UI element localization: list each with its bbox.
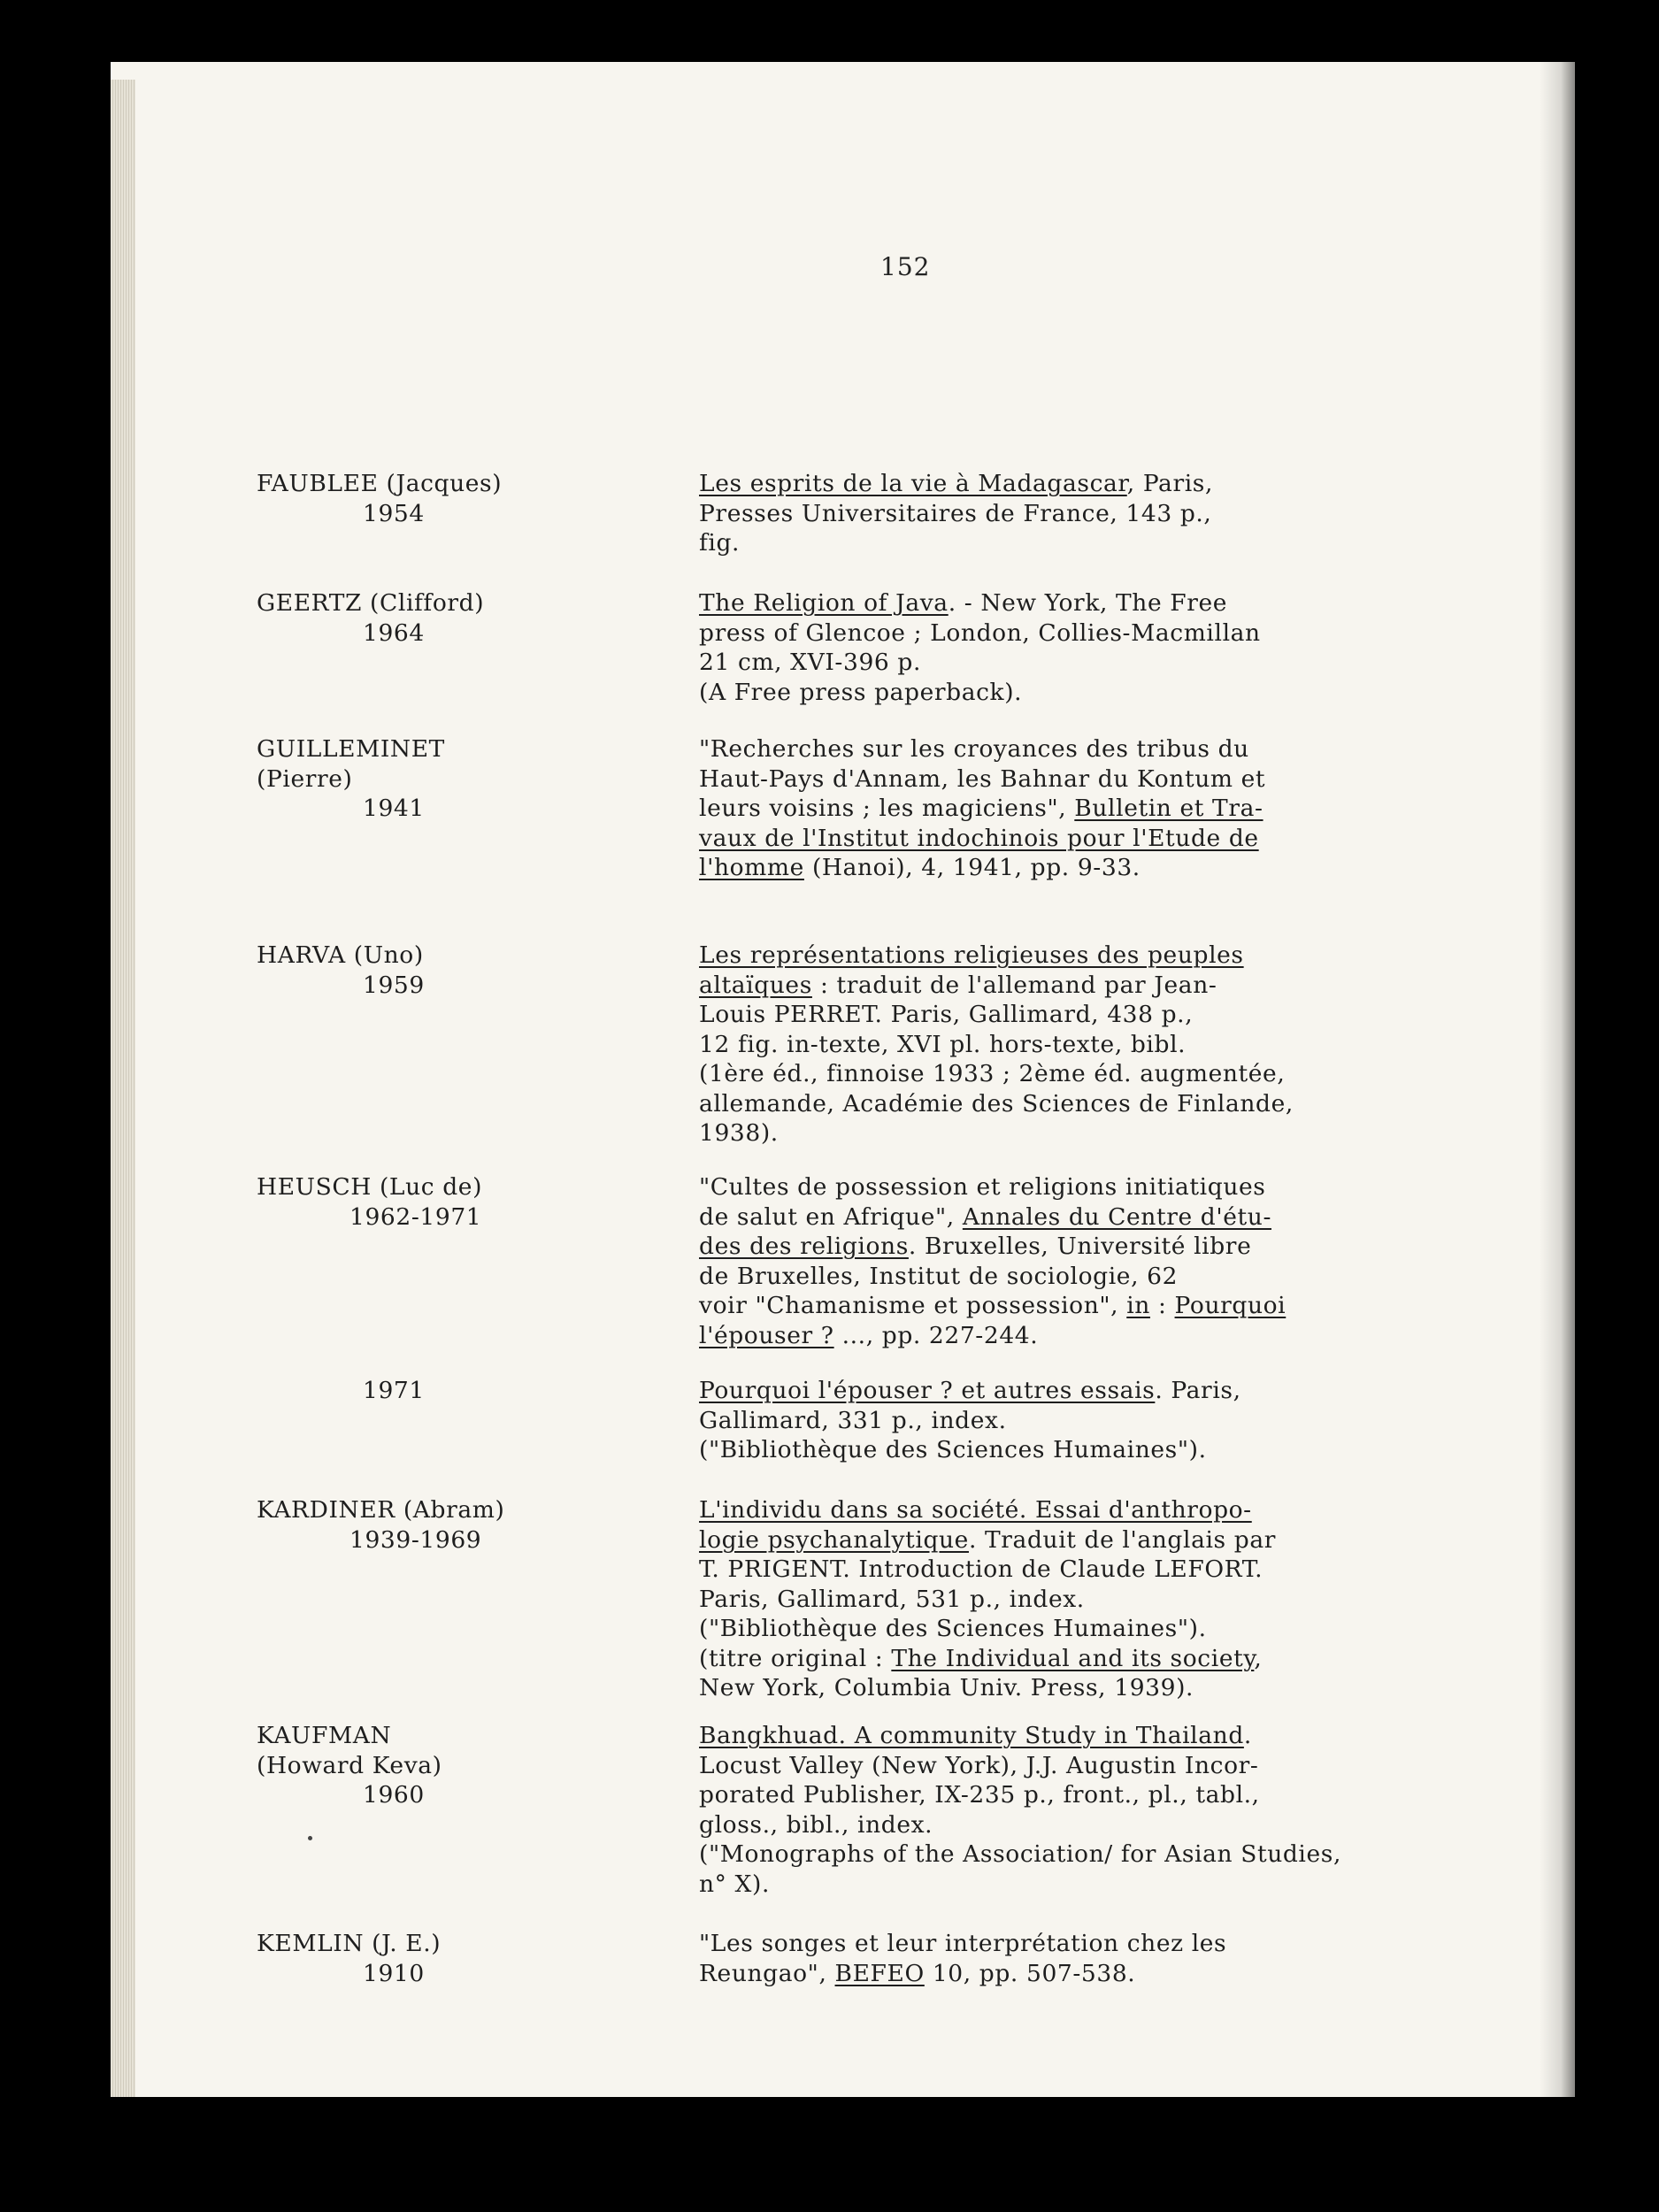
underlined-title-segment: logie psychanalytique	[699, 1525, 969, 1554]
entry-author	[257, 588, 646, 648]
reference-line	[699, 1644, 1469, 1674]
entry-year: 1939-1969	[349, 1525, 482, 1554]
reference-line	[699, 1525, 1469, 1555]
text-segment: Reungao",	[699, 1959, 835, 1987]
underlined-title-segment: in	[1126, 1292, 1150, 1319]
underlined-title-segment: The Individual and its society	[891, 1644, 1255, 1672]
underlined-title-segment: L'individu dans sa société. Essai d'anthropo-	[699, 1496, 1252, 1524]
reference-line	[699, 1406, 1469, 1436]
text-segment: 1938).	[699, 1119, 779, 1147]
reference-line	[699, 1089, 1469, 1119]
reference-line	[699, 528, 1469, 558]
text-segment: Haut-Pays d'Annam, les Bahnar du Kontum et	[699, 764, 1266, 793]
entry-reference	[699, 941, 1469, 1148]
reference-line	[699, 678, 1469, 708]
underlined-title-segment: Les esprits de la vie à Madagascar	[699, 470, 1127, 497]
text-segment: (titre original :	[699, 1644, 892, 1672]
text-segment: "Les songes et leur interprétation chez les	[699, 1930, 1227, 1957]
reference-line	[699, 469, 1469, 499]
underlined-title-segment: Pourquoi l'épouser ? et autres essais	[699, 1377, 1156, 1404]
reference-line	[699, 1172, 1469, 1202]
text-segment: Gallimard, 331 p., index.	[699, 1406, 1007, 1434]
text-segment: : traduit de l'allemand par Jean-	[811, 971, 1217, 999]
underlined-title-segment: Pourquoi	[1174, 1292, 1286, 1319]
reference-line	[699, 764, 1469, 795]
entry-reference	[699, 588, 1469, 707]
text-segment: Locust Valley (New York), J.J. Augustin Incor-	[699, 1751, 1259, 1779]
entry-year: 1954	[363, 499, 425, 527]
text-segment: (1ère éd., finnoise 1933 ; 2ème éd. augmentée,	[699, 1060, 1286, 1087]
reference-line	[699, 1721, 1469, 1751]
reference-line	[699, 1810, 1469, 1840]
reference-line	[699, 648, 1469, 678]
author-name-line: (Howard Keva)	[257, 1751, 442, 1779]
text-segment: T. PRIGENT. Introduction de Claude LEFORT.	[699, 1555, 1263, 1583]
text-segment: ..., pp. 227-244.	[833, 1321, 1039, 1349]
reference-line	[699, 618, 1469, 649]
text-segment: 10, pp. 507-538.	[924, 1959, 1136, 1987]
entry-reference	[699, 1495, 1469, 1703]
entry-author	[257, 734, 646, 824]
reference-line	[699, 794, 1469, 824]
entry-year: 1959	[363, 971, 425, 999]
reference-line	[699, 499, 1469, 529]
entry-year: 1910	[363, 1959, 425, 1987]
text-segment: ("Bibliothèque des Sciences Humaines").	[699, 1615, 1207, 1642]
text-segment: . Traduit de l'anglais par	[968, 1525, 1276, 1554]
underlined-title-segment: altaïques	[699, 971, 812, 999]
entry-author	[257, 941, 646, 1000]
entry-reference	[699, 469, 1469, 558]
text-segment: de Bruxelles, Institut de sociologie, 62	[699, 1262, 1179, 1290]
text-segment: Presses Universitaires de France, 143 p.,	[699, 499, 1212, 527]
entry-year: 1964	[363, 618, 425, 647]
reference-line	[699, 1555, 1469, 1585]
author-name-line: GEERTZ (Clifford)	[257, 589, 485, 617]
text-segment: allemande, Académie des Sciences de Finlande,	[699, 1089, 1294, 1118]
reference-line	[699, 1059, 1469, 1089]
author-name-line: FAUBLEE (Jacques)	[257, 470, 503, 497]
text-segment: 21 cm, XVI-396 p.	[699, 649, 921, 676]
author-name-line: (Pierre)	[257, 764, 353, 793]
reference-line	[699, 588, 1469, 618]
entry-reference	[699, 1376, 1469, 1465]
reference-line	[699, 941, 1469, 971]
text-segment: leurs voisins ; les magiciens",	[699, 795, 1075, 822]
text-segment: fig.	[699, 529, 741, 557]
reference-line	[699, 1376, 1469, 1406]
underlined-title-segment: Annales du Centre d'étu-	[962, 1202, 1272, 1231]
text-segment: ("Bibliothèque des Sciences Humaines").	[699, 1436, 1207, 1463]
entry-reference	[699, 1929, 1469, 1988]
reference-line	[699, 1585, 1469, 1615]
entry-year: 1962-1971	[349, 1202, 482, 1231]
author-name-line: KEMLIN (J. E.)	[257, 1930, 442, 1957]
underlined-title-segment: l'épouser ?	[699, 1321, 834, 1349]
text-segment: gloss., bibl., index.	[699, 1810, 933, 1839]
reference-line	[699, 853, 1469, 883]
text-segment: "Cultes de possession et religions initiatiques	[699, 1173, 1266, 1201]
reference-line	[699, 734, 1469, 764]
reference-line	[699, 1495, 1469, 1525]
text-segment: . - New York, The Free	[948, 589, 1228, 617]
entry-reference	[699, 1721, 1469, 1899]
entry-year: 1941	[363, 795, 425, 822]
text-segment: n° X).	[699, 1870, 770, 1898]
text-segment: Louis PERRET. Paris, Gallimard, 438 p.,	[699, 1001, 1194, 1028]
reference-line	[699, 1870, 1469, 1900]
reference-line	[699, 824, 1469, 854]
text-segment: :	[1149, 1292, 1175, 1319]
reference-line	[699, 1929, 1469, 1959]
author-name-line: KARDINER (Abram)	[257, 1496, 505, 1524]
entry-author	[257, 469, 646, 528]
text-segment: "Recherches sur les croyances des tribus du	[699, 735, 1249, 763]
entry-reference	[699, 734, 1469, 883]
reference-line	[699, 1202, 1469, 1233]
text-segment: ("Monographs of the Association/ for Asian Studies,	[699, 1840, 1342, 1868]
entry-reference	[699, 1172, 1469, 1350]
text-segment: de salut en Afrique",	[699, 1202, 963, 1231]
text-segment: , Paris,	[1126, 470, 1214, 497]
reference-line	[699, 1321, 1469, 1351]
text-segment: (Hanoi), 4, 1941, pp. 9-33.	[803, 854, 1141, 881]
text-segment: press of Glencoe ; London, Collies-Macmillan	[699, 618, 1261, 647]
reference-line	[699, 1030, 1469, 1060]
text-segment: 12 fig. in-texte, XVI pl. hors-texte, bibl.	[699, 1030, 1187, 1058]
underlined-title-segment: Bangkhuad. A community Study in Thailand	[699, 1722, 1244, 1749]
underlined-title-segment: des des religions	[699, 1233, 909, 1260]
entry-year: 1971	[363, 1377, 425, 1404]
underlined-title-segment: The Religion of Java	[699, 589, 949, 617]
text-segment: (A Free press paperback).	[699, 678, 1023, 706]
underlined-title-segment: BEFEO	[834, 1959, 925, 1987]
author-name-line: HARVA (Uno)	[257, 941, 424, 969]
text-segment: New York, Columbia Univ. Press, 1939).	[699, 1674, 1194, 1701]
underlined-title-segment: vaux de l'Institut indochinois pour l'Etude de	[699, 824, 1259, 852]
reference-line	[699, 1839, 1469, 1870]
text-segment: porated Publisher, IX-235 p., front., pl., tabl.,	[699, 1781, 1260, 1809]
entry-author	[257, 1376, 646, 1406]
author-name-line: HEUSCH (Luc de)	[257, 1173, 483, 1201]
reference-line	[699, 1291, 1469, 1321]
reference-line	[699, 1959, 1469, 1989]
entry-author	[257, 1495, 646, 1555]
page-number: 152	[880, 252, 931, 281]
entry-author	[257, 1721, 646, 1810]
reference-line	[699, 1435, 1469, 1465]
author-name-line: GUILLEMINET	[257, 735, 445, 763]
reference-line	[699, 1118, 1469, 1148]
underlined-title-segment: l'homme	[699, 854, 804, 881]
reference-line	[699, 971, 1469, 1001]
reference-line	[699, 1262, 1469, 1292]
text-segment: Paris, Gallimard, 531 p., index.	[699, 1585, 1085, 1613]
text-segment: . Bruxelles, Université libre	[908, 1233, 1252, 1260]
entry-author	[257, 1172, 646, 1232]
author-name-line: KAUFMAN	[257, 1722, 392, 1749]
text-segment: ,	[1254, 1644, 1263, 1672]
text-segment: .	[1243, 1722, 1252, 1749]
reference-line	[699, 1780, 1469, 1810]
entry-author	[257, 1929, 646, 1988]
reference-line	[699, 1232, 1469, 1262]
text-segment: voir "Chamanisme et possession",	[699, 1292, 1127, 1319]
underlined-title-segment: Les représentations religieuses des peuples	[699, 941, 1244, 969]
underlined-title-segment: Bulletin et Tra-	[1074, 795, 1263, 822]
entry-year: 1960	[363, 1781, 425, 1809]
reference-line	[699, 1000, 1469, 1030]
stray-dot	[308, 1836, 312, 1840]
reference-line	[699, 1673, 1469, 1703]
text-segment: . Paris,	[1155, 1377, 1241, 1404]
reference-line	[699, 1614, 1469, 1644]
reference-line	[699, 1751, 1469, 1781]
